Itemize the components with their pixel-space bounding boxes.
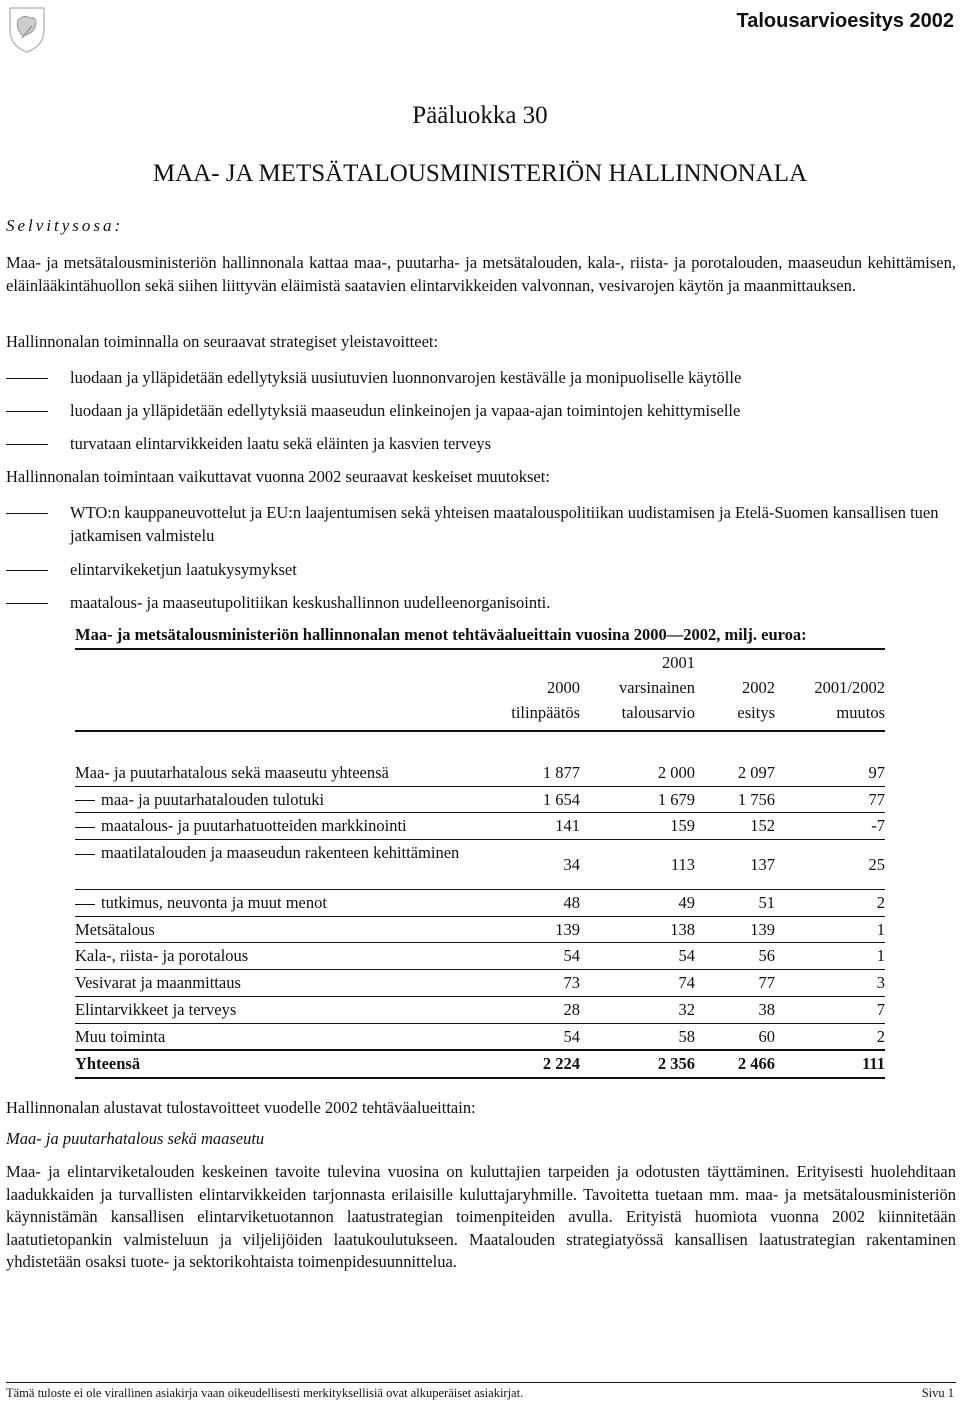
value-2001: 58 — [678, 1026, 695, 1046]
footer-divider — [6, 1382, 956, 1383]
column-header-line: talousarvio — [621, 703, 695, 722]
value-2002: 152 — [750, 816, 775, 836]
row-label — [75, 1024, 495, 1050]
targets-paragraph: Maa- ja elintarviketalouden keskeinen tavoite tulevina vuosina on kuluttajien tarpeiden ja odotusten täyttäminen. Erityisesti huolehditaan laadukkaiden ja turvallisten elintarvikkeiden tarjonnasta erilaisille kuluttajaryhmille. Tavoitetta tuetaan mm. maa- ja metsätalousministeriön käynnistämän kansallisen elintarviketuotannon laatustrategian toimenpiteiden avulla. Erityistä huomiota vuonna 2002 kiinnitetään laatutietopankin valmisteluun ja viljelijöiden laatukoulutukseen. Maatalouden strategiatyössä kansallisen laatustrategian rakentaminen yhdistetään osaksi tuote- ja sektorikohtaista toimenpidesuunnittelua. — [6, 1162, 956, 1271]
row-label-text: maatalous- ja puutarhatuotteiden markkinointi — [101, 816, 407, 836]
table-body — [75, 760, 885, 1050]
column-header-line: muutos — [836, 703, 885, 722]
row-label — [75, 970, 495, 996]
dash-marker — [75, 800, 95, 801]
changes-intro: Hallinnonalan toimintaan vaikuttavat vuonna 2002 seuraavat keskeiset muutokset: — [6, 467, 550, 486]
value-2000: 48 — [563, 893, 580, 913]
row-label-text: maa- ja puutarhatalouden tulotuki — [101, 789, 325, 809]
value-2002: 77 — [758, 973, 775, 993]
row-label-text: maatilatalouden ja maaseudun rakenteen kehittäminen — [101, 843, 460, 863]
table-row — [75, 917, 885, 944]
value-2001: 2 000 — [657, 763, 695, 782]
row-label — [75, 890, 495, 916]
value-2001: 54 — [678, 946, 695, 966]
row-label-text: Muu toiminta — [75, 1026, 166, 1046]
main-class-heading: Pääluokka 30 — [412, 102, 548, 129]
goal-item: luodaan ja ylläpidetään edellytyksiä uusiutuvien luonnonvarojen kestävälle ja monipuoliselle käytölle — [6, 367, 956, 390]
targets-intro: Hallinnonalan alustavat tulostavoitteet vuodelle 2002 tehtäväalueittain: — [6, 1098, 476, 1117]
value-change: 2 — [876, 1026, 885, 1046]
value-2002: 2 466 — [737, 1054, 775, 1074]
value-2001: 32 — [678, 999, 695, 1019]
row-label — [75, 842, 495, 864]
ministry-heading: MAA- JA METSÄTALOUSMINISTERIÖN HALLINNONALA — [152, 160, 808, 187]
table-row — [75, 997, 885, 1024]
value-2000: 34 — [563, 855, 580, 875]
change-item: elintarvikeketjun laatukysymykset — [6, 559, 956, 582]
value-2000: 73 — [563, 973, 580, 993]
value-2000: 2 224 — [542, 1054, 580, 1074]
row-label — [75, 813, 495, 839]
value-2002: 139 — [750, 919, 775, 939]
value-change: 111 — [862, 1054, 885, 1074]
column-header-line: 2001/2002 — [814, 678, 885, 697]
table-title: Maa- ja metsätalousministeriön hallinnonalan menot tehtäväalueittain vuosina 2000—2002, milj. euroa: — [75, 625, 807, 644]
value-change: 7 — [876, 999, 885, 1019]
value-2002: 38 — [758, 999, 775, 1019]
row-label: Yhteensä — [75, 1054, 141, 1074]
row-label-text: Metsätalous — [75, 919, 155, 939]
table-row — [75, 890, 885, 917]
table-row — [75, 840, 885, 890]
row-label — [75, 917, 495, 943]
value-change: 97 — [868, 763, 885, 782]
value-change: 1 — [876, 919, 885, 939]
change-item: WTO:n kauppaneuvottelut ja EU:n laajentumisen sekä yhteisen maatalouspolitiikan uudistamisen ja Etelä-Suomen kansallisen tuen jatkamisen valmistelu — [6, 502, 956, 547]
table-row — [75, 1024, 885, 1051]
value-2001: 113 — [670, 855, 695, 875]
row-label — [75, 787, 495, 813]
document-header-title: Talousarvioesitys 2002 — [736, 10, 954, 32]
table-row — [75, 943, 885, 970]
goal-item: turvataan elintarvikkeiden laatu sekä eläinten ja kasvien terveys — [6, 433, 956, 456]
coat-of-arms-icon — [6, 4, 48, 54]
column-header-line: 2002 — [742, 678, 775, 697]
row-label-text: Vesivarat ja maanmittaus — [75, 973, 241, 993]
change-item: maatalous- ja maaseutupolitiikan keskushallinnon uudelleenorganisointi. — [6, 592, 956, 615]
value-2002: 56 — [758, 946, 775, 966]
value-2000: 139 — [555, 919, 580, 939]
expenditure-table — [75, 648, 885, 1079]
table-header — [75, 650, 885, 732]
row-label-text: Elintarvikkeet ja terveys — [75, 999, 237, 1019]
value-2001: 2 356 — [657, 1054, 695, 1074]
column-header-line: 2000 — [547, 678, 580, 697]
value-change: 25 — [868, 855, 885, 875]
table-total-row — [75, 1050, 885, 1079]
value-change: 3 — [876, 973, 885, 993]
table-row — [75, 760, 885, 787]
column-header-line: 2001 — [662, 653, 695, 672]
row-label — [75, 760, 495, 786]
value-2000: 54 — [563, 1026, 580, 1046]
dash-marker — [75, 904, 95, 905]
value-change: -7 — [871, 816, 885, 836]
value-2000: 1 877 — [542, 763, 580, 782]
value-2001: 159 — [670, 816, 695, 836]
value-2002: 137 — [750, 855, 775, 875]
table-row — [75, 813, 885, 840]
column-header-line: esitys — [737, 703, 775, 722]
value-2000: 1 654 — [542, 789, 580, 809]
section-label: Selvitysosa: — [6, 216, 124, 235]
table-row — [75, 787, 885, 814]
value-2000: 28 — [563, 999, 580, 1019]
value-change: 77 — [868, 789, 885, 809]
intro-paragraph: Maa- ja metsätalousministeriön hallinnonala kattaa maa-, puutarha- ja metsätalouden, kala-, riista- ja porotalouden, maaseudun kehittämisen, eläinlääkintähuollon sekä siihen liittyvän eläimistä saatavien elintarvikkeiden valvonnan, vesivarojen käytön ja maanmittauksen. — [6, 253, 956, 295]
goals-intro: Hallinnonalan toiminnalla on seuraavat strategiset yleistavoitteet: — [6, 332, 439, 351]
column-header-line: varsinainen — [618, 678, 695, 697]
goal-item: luodaan ja ylläpidetään edellytyksiä maaseudun elinkeinojen ja vapaa-ajan toimintojen kehittymiselle — [6, 400, 956, 423]
value-2002: 60 — [758, 1026, 775, 1046]
value-2002: 2 097 — [737, 763, 775, 782]
column-header-line: tilinpäätös — [511, 703, 580, 722]
dash-marker — [75, 827, 95, 828]
value-2001: 1 679 — [657, 789, 695, 809]
dash-marker — [75, 854, 95, 855]
value-2000: 54 — [563, 946, 580, 966]
value-2002: 51 — [758, 893, 775, 913]
value-change: 1 — [876, 946, 885, 966]
value-2001: 49 — [678, 893, 695, 913]
row-label-text: tutkimus, neuvonta ja muut menot — [101, 893, 327, 913]
value-change: 2 — [876, 893, 885, 913]
value-2001: 74 — [678, 973, 695, 993]
row-label — [75, 997, 495, 1023]
page-number: Sivu 1 — [921, 1386, 954, 1400]
subheading: Maa- ja puutarhatalous sekä maaseutu — [6, 1129, 265, 1148]
value-2002: 1 756 — [737, 789, 775, 809]
table-row — [75, 970, 885, 997]
value-2000: 141 — [555, 816, 580, 836]
value-2001: 138 — [670, 919, 695, 939]
row-label-text: Kala-, riista- ja porotalous — [75, 946, 249, 966]
row-label — [75, 943, 495, 969]
footer-disclaimer: Tämä tuloste ei ole virallinen asiakirja vaan oikeudellisesti merkityksellisiä ovat alkuperäiset asiakirjat. — [6, 1386, 524, 1400]
row-label-text: Maa- ja puutarhatalous sekä maaseutu yhteensä — [75, 763, 389, 782]
